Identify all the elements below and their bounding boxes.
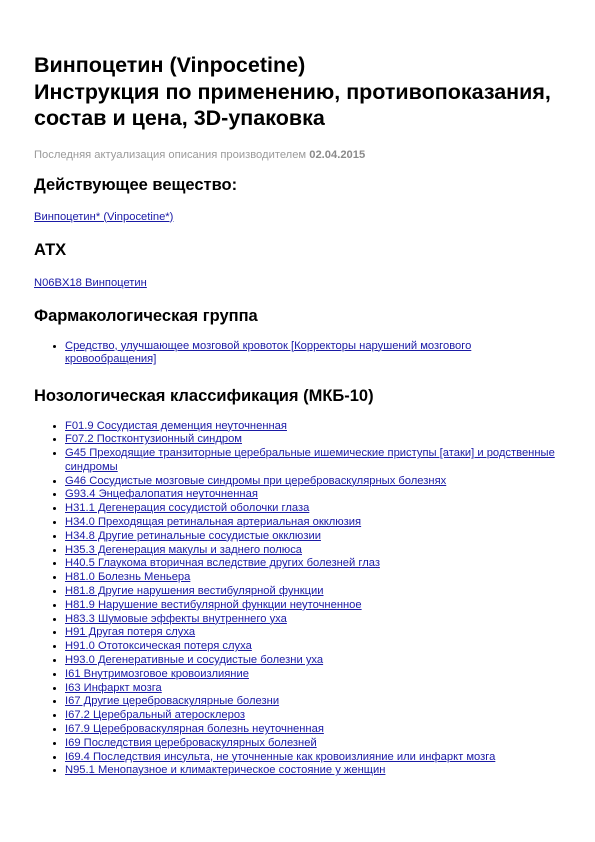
nosology-link[interactable]: H83.3 Шумовые эффекты внутреннего уха [65,612,287,625]
pharm-group-link[interactable]: Средство, улучшающее мозговой кровоток [Корректоры нарушений мозгового кровообращения] [65,339,472,365]
nosology-link[interactable]: H81.8 Другие нарушения вестибулярной функции [65,585,324,598]
list-item [65,544,555,558]
list-item [65,599,555,613]
title-line-1: Винпоцетин (Vinpocetine) [34,53,306,77]
nosology-link[interactable]: H35.3 Дегенерация макулы и заднего полюса [65,543,303,556]
nosology-link[interactable]: H81.0 Болезнь Меньера [65,571,191,584]
nosology-link[interactable]: H31.1 Дегенерация сосудистой оболочки глаза [65,502,310,515]
last-updated [34,149,555,161]
nosology-link[interactable]: H91 Другая потеря слуха [65,626,196,639]
list-item [65,613,555,627]
pharm-group-heading: Фармакологическая группа [34,306,258,325]
atc-link[interactable]: N06BX18 Винпоцетин [34,276,147,289]
nosology-heading: Нозологическая классификация (МКБ-10) [34,386,374,405]
list-item [65,764,555,778]
last-updated-date: 02.04.2015 [309,148,366,161]
nosology-link[interactable]: I63 Инфаркт мозга [65,681,162,694]
list-item [65,668,555,682]
list-item [65,420,555,434]
nosology-link[interactable]: G46 Сосудистые мозговые синдромы при цереброваскулярных болезнях [65,474,447,487]
list-item [65,488,555,502]
last-updated-label: Последняя актуализация описания производителем [34,148,307,161]
nosology-link[interactable]: H93.0 Дегенеративные и сосудистые болезни уха [65,654,324,667]
active-substance-link[interactable]: Винпоцетин* (Vinpocetine*) [34,210,174,223]
list-item [65,723,555,737]
list-item [65,751,555,765]
nosology-link[interactable]: H91.0 Ототоксическая потеря слуха [65,640,252,653]
active-substance-heading: Действующее вещество: [34,175,238,194]
list-item [65,626,555,640]
list-item [65,571,555,585]
nosology-link[interactable]: N95.1 Менопаузное и климактерическое состояние у женщин [65,764,386,777]
list-item [65,737,555,751]
list-item [65,654,555,668]
nosology-link[interactable]: H34.8 Другие ретинальные сосудистые окклюзии [65,529,321,542]
nosology-link[interactable]: I67.2 Церебральный атеросклероз [65,709,246,722]
list-item [65,530,555,544]
list-item [65,695,555,709]
list-item [65,585,555,599]
list-item [65,433,555,447]
page-title [34,52,555,132]
list-item [65,640,555,654]
list-item [65,340,555,367]
nosology-link[interactable]: I67.9 Цереброваскулярная болезнь неуточненная [65,723,324,736]
nosology-link[interactable]: G93.4 Энцефалопатия неуточненная [65,488,258,501]
nosology-link[interactable]: F01.9 Сосудистая деменция неуточненная [65,419,287,432]
title-line-2: Инструкция по применению, противопоказания, состав и цена, 3D-упаковка [34,79,551,130]
list-item [65,516,555,530]
list-item [65,709,555,723]
nosology-link[interactable]: I69.4 Последствия инсульта, не уточненные как кровоизлияние или инфаркт мозга [65,750,496,763]
atc-heading: АТХ [34,240,67,259]
list-item [65,502,555,516]
nosology-link[interactable]: G45 Преходящие транзиторные церебральные ишемические приступы [атаки] и родственные синдромы [65,447,555,473]
nosology-link[interactable]: H34.0 Преходящая ретинальная артериальная окклюзия [65,516,362,529]
list-item [65,557,555,571]
list-item [65,475,555,489]
nosology-link[interactable]: H81.9 Нарушение вестибулярной функции неуточненное [65,598,362,611]
nosology-link[interactable]: I69 Последствия цереброваскулярных болезней [65,736,317,749]
list-item [65,447,555,475]
nosology-link[interactable]: I67 Другие цереброваскулярные болезни [65,695,280,708]
nosology-link[interactable]: H40.5 Глаукома вторичная вследствие других болезней глаз [65,557,380,570]
nosology-list [34,420,555,779]
nosology-link[interactable]: I61 Внутримозговое кровоизлияние [65,667,249,680]
list-item [65,682,555,696]
pharm-group-list [34,340,555,367]
nosology-link[interactable]: F07.2 Постконтузионный синдром [65,433,243,446]
